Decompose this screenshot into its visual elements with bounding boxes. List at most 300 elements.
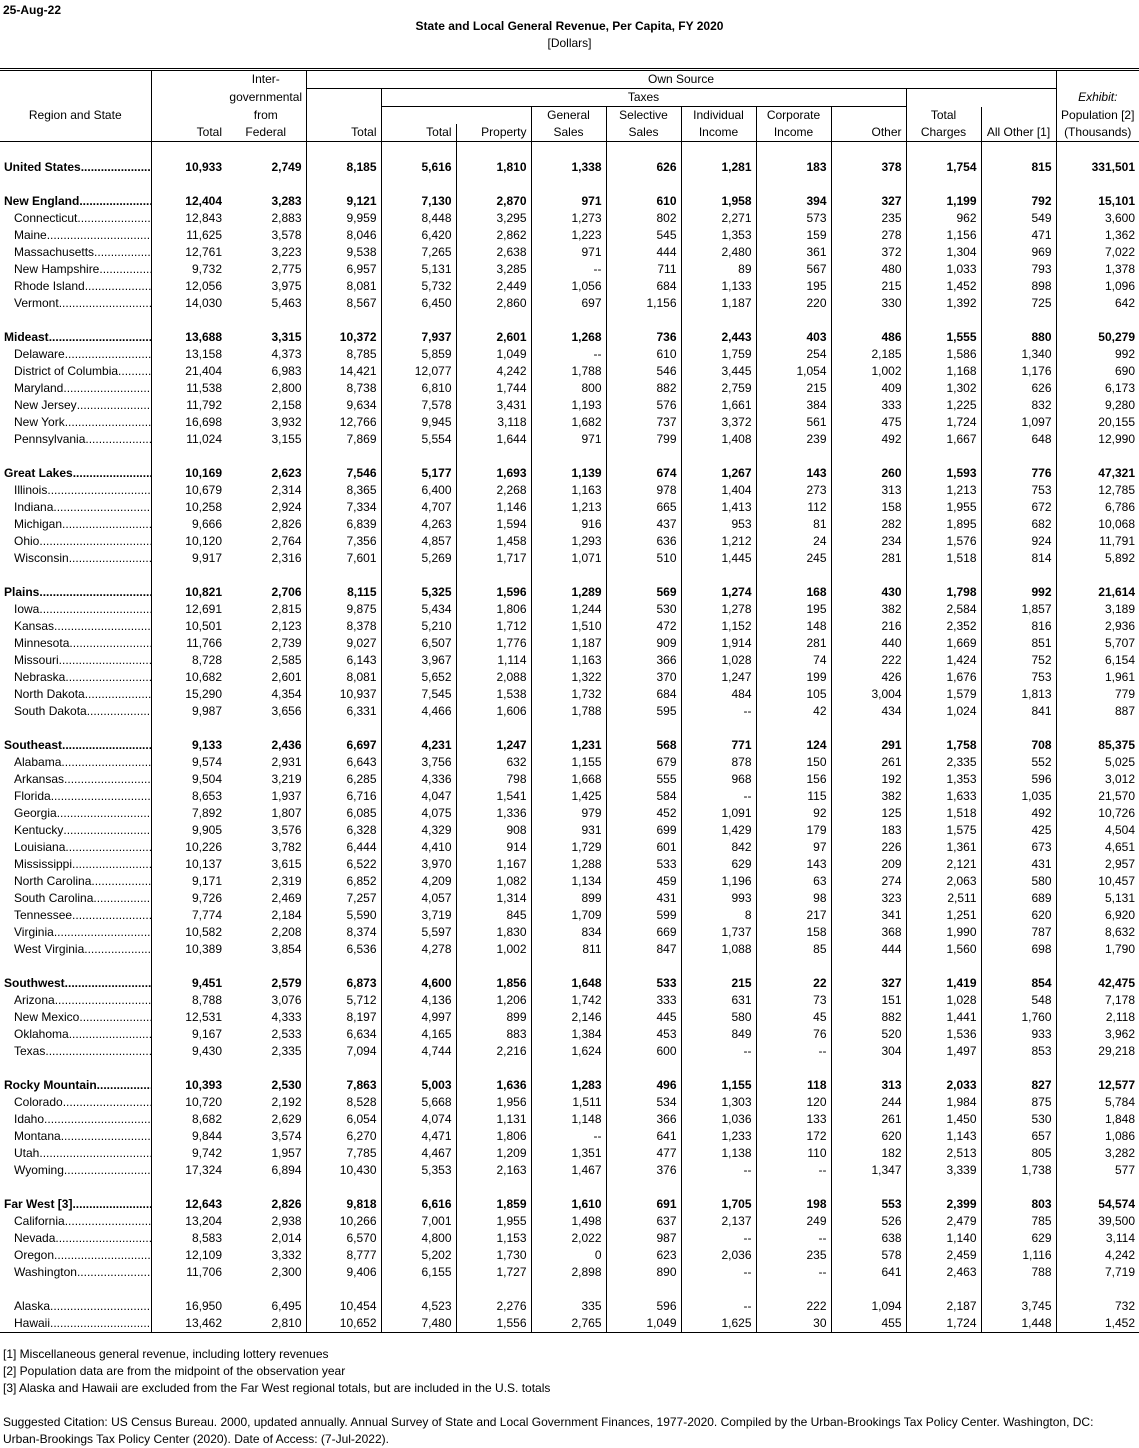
cell-value: 4,504 [1104, 823, 1135, 837]
spacer-row [0, 958, 1139, 975]
cell-value: 8,583 [191, 1231, 222, 1245]
cell-value: 1,163 [531, 652, 606, 669]
cell-value: 3,295 [456, 210, 531, 227]
cell-value: 805 [981, 1145, 1056, 1162]
cell-value: 5,732 [381, 278, 456, 295]
header-intergov-4: Federal [226, 124, 306, 142]
row-label: Wyoming ..... [0, 1162, 151, 1179]
cell-value: 1,225 [906, 397, 981, 414]
cell-value: 4,278 [381, 941, 456, 958]
cell-value: 2,118 [1105, 1010, 1135, 1024]
cell-value: 847 [606, 941, 681, 958]
cell-value: 811 [531, 941, 606, 958]
cell-value: 882 [606, 380, 681, 397]
cell-value: 2,184 [226, 907, 306, 924]
cell-value: 1,957 [226, 1145, 306, 1162]
cell-value: 8,728 [191, 653, 222, 667]
cell-value: 5,003 [381, 1077, 456, 1094]
cell-value: 631 [681, 992, 756, 1009]
cell-value: 1,758 [906, 737, 981, 754]
cell-value: 2,826 [226, 1196, 306, 1213]
cell-value: 6,522 [346, 857, 377, 871]
cell-value: 382 [831, 788, 906, 805]
cell-value: 1,538 [456, 686, 531, 703]
row-label: Michigan ..... [0, 516, 151, 533]
cell-value: 368 [831, 924, 906, 941]
cell-value: 304 [831, 1043, 906, 1060]
cell-value: 971 [531, 431, 606, 448]
cell-value: 4,047 [381, 788, 456, 805]
cell-value: 24 [756, 533, 831, 550]
cell-value: 1,273 [531, 210, 606, 227]
row-label: California ..... [0, 1213, 151, 1230]
cell-value: 9,987 [191, 704, 222, 718]
cell-value: 2,036 [681, 1247, 756, 1264]
cell-value: 9,959 [346, 211, 377, 225]
row-label: Wisconsin ..... [0, 550, 151, 567]
header-all-other: All Other [1] [981, 124, 1056, 142]
cell-value: 933 [981, 1026, 1056, 1043]
row-label: Massachusetts ..... [0, 244, 151, 261]
cell-value: 878 [681, 754, 756, 771]
cell-value: 7,892 [191, 806, 222, 820]
cell-value: 3,219 [226, 771, 306, 788]
cell-value: 1,187 [531, 635, 606, 652]
cell-value: 1,813 [981, 686, 1056, 703]
spacer-row [0, 142, 1139, 160]
cell-value: -- [756, 1043, 831, 1060]
cell-value: 97 [756, 839, 831, 856]
cell-value: 883 [456, 1026, 531, 1043]
cell-value: 11,766 [186, 636, 222, 650]
cell-value: 1,155 [681, 1077, 756, 1094]
cell-value: 6,495 [226, 1298, 306, 1315]
cell-value: 642 [1114, 296, 1135, 310]
cell-value: -- [681, 1264, 756, 1281]
cell-value: 979 [531, 805, 606, 822]
cell-value: 6,154 [1104, 653, 1135, 667]
spacer-row [0, 1281, 1139, 1298]
cell-value: 492 [831, 431, 906, 448]
cell-value: 12,766 [339, 415, 377, 429]
state-row [0, 941, 1139, 958]
cell-value: 366 [606, 652, 681, 669]
cell-value: 1,353 [681, 227, 756, 244]
cell-value: 669 [606, 924, 681, 941]
cell-value: 2,511 [906, 890, 981, 907]
page-subtitle: [Dollars] [547, 36, 592, 50]
cell-value: 510 [606, 550, 681, 567]
cell-value: 11,538 [186, 381, 222, 395]
cell-value: 799 [606, 431, 681, 448]
cell-value: 2,584 [906, 601, 981, 618]
row-label: United States ..... [0, 159, 151, 176]
revenue-table [0, 68, 1139, 1333]
cell-value: 4,209 [381, 873, 456, 890]
cell-value: 10,226 [185, 840, 222, 854]
cell-value: 626 [981, 380, 1056, 397]
cell-value: 2,443 [681, 329, 756, 346]
cell-value: -- [681, 1043, 756, 1060]
state-row [0, 618, 1139, 635]
footnote-2: [2] Population data are from the midpoint of the observation year [3, 1364, 346, 1378]
cell-value: 1,168 [906, 363, 981, 380]
cell-value: 753 [981, 669, 1056, 686]
cell-value: 50,279 [1098, 330, 1135, 344]
cell-value: 5,325 [381, 584, 456, 601]
cell-value: 6,143 [346, 653, 377, 667]
cell-value: 341 [831, 907, 906, 924]
cell-value: 426 [831, 669, 906, 686]
row-label: Idaho ..... [0, 1111, 151, 1128]
cell-value: 533 [606, 975, 681, 992]
cell-value: 3,745 [981, 1298, 1056, 1315]
cell-value: 1,576 [906, 533, 981, 550]
row-label: Rhode Island ..... [0, 278, 151, 295]
cell-value: 8,197 [346, 1010, 377, 1024]
state-row [0, 397, 1139, 414]
cell-value: 4,242 [1104, 1248, 1135, 1262]
cell-value: 1,322 [531, 669, 606, 686]
cell-value: 6,328 [346, 823, 377, 837]
cell-value: 8,448 [381, 210, 456, 227]
cell-value: 1,096 [1104, 279, 1135, 293]
cell-value: 1,049 [606, 1315, 681, 1333]
cell-value: 7,334 [346, 500, 377, 514]
cell-value: 1,134 [531, 873, 606, 890]
cell-value: 199 [756, 669, 831, 686]
cell-value: 5,434 [381, 601, 456, 618]
cell-value: 12,990 [1098, 432, 1135, 446]
cell-value: 623 [606, 1247, 681, 1264]
cell-value: 2,319 [226, 873, 306, 890]
cell-value: 16,698 [185, 415, 222, 429]
cell-value: 1,404 [681, 482, 756, 499]
cell-value: 444 [831, 941, 906, 958]
cell-value: 9,121 [346, 194, 377, 208]
cell-value: 553 [831, 1196, 906, 1213]
row-label: Far West [3] ..... [0, 1196, 151, 1213]
cell-value: 851 [981, 635, 1056, 652]
cell-value: 1,139 [531, 465, 606, 482]
cell-value: 273 [756, 482, 831, 499]
state-row [0, 890, 1139, 907]
cell-value: 968 [681, 771, 756, 788]
cell-value: 42,475 [1098, 976, 1135, 990]
cell-value: 2,479 [906, 1213, 981, 1230]
row-label: Tennessee ..... [0, 907, 151, 924]
cell-value: 1,338 [531, 159, 606, 176]
cell-value: 793 [981, 261, 1056, 278]
cell-value: 282 [831, 516, 906, 533]
cell-value: 854 [981, 975, 1056, 992]
cell-value: 899 [531, 890, 606, 907]
cell-value: 198 [756, 1196, 831, 1213]
cell-value: 849 [681, 1026, 756, 1043]
cell-value: 1,575 [906, 822, 981, 839]
cell-value: 569 [606, 584, 681, 601]
cell-value: 156 [756, 771, 831, 788]
cell-value: 313 [831, 1077, 906, 1094]
cell-value: 2,530 [226, 1077, 306, 1094]
header-other: Other [831, 124, 906, 142]
cell-value: 472 [606, 618, 681, 635]
cell-value: 1,633 [906, 788, 981, 805]
cell-value: -- [531, 1128, 606, 1145]
cell-value: 10,457 [1098, 874, 1135, 888]
row-label: South Carolina ..... [0, 890, 151, 907]
cell-value: 3,114 [1105, 1231, 1135, 1245]
cell-value: 3,332 [226, 1247, 306, 1264]
cell-value: 13,158 [185, 347, 222, 361]
cell-value: 6,285 [346, 772, 377, 786]
cell-value: 4,600 [381, 975, 456, 992]
cell-value: 978 [606, 482, 681, 499]
cell-value: 1,314 [456, 890, 531, 907]
row-label: Rocky Mountain ..... [0, 1077, 151, 1094]
cell-value: 10,682 [185, 670, 222, 684]
cell-value: 1,419 [906, 975, 981, 992]
header-tax-total: Total [381, 124, 456, 142]
cell-value: 1,362 [1104, 228, 1135, 242]
cell-value: 496 [606, 1077, 681, 1094]
cell-value: 6,450 [381, 295, 456, 312]
cell-value: 455 [831, 1315, 906, 1333]
cell-value: 2,629 [226, 1111, 306, 1128]
cell-value: 691 [606, 1196, 681, 1213]
cell-value: 1,859 [456, 1196, 531, 1213]
cell-value: 9,666 [191, 517, 222, 531]
cell-value: 8,046 [346, 228, 377, 242]
header-selective-sales-2: Sales [606, 124, 681, 142]
cell-value: 3,283 [226, 193, 306, 210]
cell-value: 1,304 [906, 244, 981, 261]
cell-value: 899 [456, 1009, 531, 1026]
cell-value: 12,056 [185, 279, 222, 293]
cell-value: 220 [756, 295, 831, 312]
cell-value: 699 [606, 822, 681, 839]
cell-value: 1,450 [906, 1111, 981, 1128]
cell-value: 1,510 [531, 618, 606, 635]
cell-value: 673 [981, 839, 1056, 856]
cell-value: 378 [831, 159, 906, 176]
cell-value: 10,266 [339, 1214, 377, 1228]
cell-value: 431 [606, 890, 681, 907]
cell-value: 1,541 [456, 788, 531, 805]
cell-value: 5,353 [381, 1162, 456, 1179]
cell-value: 1,002 [456, 941, 531, 958]
cell-value: 11,625 [186, 228, 222, 242]
cell-value: 7,774 [191, 908, 222, 922]
cell-value: 1,712 [456, 618, 531, 635]
cell-value: 5,652 [381, 669, 456, 686]
cell-value: 459 [606, 873, 681, 890]
cell-value: 9,634 [346, 398, 377, 412]
cell-value: 21,404 [185, 364, 222, 378]
cell-value: 2,898 [531, 1264, 606, 1281]
cell-value: 6,697 [346, 738, 377, 752]
row-label: Maryland ..... [0, 380, 151, 397]
row-label: District of Columbia ..... [0, 363, 151, 380]
cell-value: 2,931 [226, 754, 306, 771]
cell-value: 2,352 [906, 618, 981, 635]
cell-value: 4,373 [226, 346, 306, 363]
cell-value: 234 [831, 533, 906, 550]
cell-value: 11,024 [186, 432, 222, 446]
region-row [0, 975, 1139, 992]
cell-value: 1,293 [531, 533, 606, 550]
cell-value: 118 [756, 1077, 831, 1094]
row-label: Alabama ..... [0, 754, 151, 771]
cell-value: 2,480 [681, 244, 756, 261]
header-individual-income-2: Income [681, 124, 756, 142]
cell-value: 530 [606, 601, 681, 618]
region-row [0, 1077, 1139, 1094]
row-label: Virginia ..... [0, 924, 151, 941]
cell-value: 2,276 [456, 1298, 531, 1315]
row-label: Connecticut ..... [0, 210, 151, 227]
cell-value: -- [681, 788, 756, 805]
cell-value: 13,462 [151, 1315, 226, 1333]
cell-value: 12,109 [185, 1248, 222, 1262]
cell-value: 629 [981, 1230, 1056, 1247]
cell-value: 1,788 [531, 363, 606, 380]
cell-value: 2,469 [226, 890, 306, 907]
cell-value: 1,392 [906, 295, 981, 312]
cell-value: 1,693 [456, 465, 531, 482]
cell-value: 4,354 [226, 686, 306, 703]
cell-value: 10,937 [339, 687, 377, 701]
cell-value: 8,632 [1104, 925, 1135, 939]
row-label: Hawaii ..... [0, 1315, 151, 1333]
cell-value: 1,247 [681, 669, 756, 686]
state-row [0, 244, 1139, 261]
footnote-1: [1] Miscellaneous general revenue, including lottery revenues [3, 1347, 329, 1361]
cell-value: 969 [981, 244, 1056, 261]
cell-value: 3,967 [381, 652, 456, 669]
header-region-state: Region and State [0, 107, 151, 125]
cell-value: 2,137 [681, 1213, 756, 1230]
cell-value: 580 [981, 873, 1056, 890]
spacer-row [0, 448, 1139, 465]
cell-value: -- [681, 703, 756, 720]
cell-value: 1,281 [681, 159, 756, 176]
cell-value: 143 [756, 856, 831, 873]
cell-value: 11,792 [186, 398, 222, 412]
cell-value: 845 [456, 907, 531, 924]
cell-value: 179 [756, 822, 831, 839]
cell-value: 9,818 [346, 1197, 377, 1211]
cell-value: 2,623 [226, 465, 306, 482]
cell-value: 1,187 [681, 295, 756, 312]
cell-value: 73 [756, 992, 831, 1009]
cell-value: 1,303 [681, 1094, 756, 1111]
cell-value: 10,430 [339, 1163, 377, 1177]
cell-value: 5,463 [226, 295, 306, 312]
cell-value: 8,115 [347, 585, 377, 599]
row-label: Colorado ..... [0, 1094, 151, 1111]
row-label: Ohio ..... [0, 533, 151, 550]
cell-value: 2,706 [226, 584, 306, 601]
cell-value: 3,315 [226, 329, 306, 346]
cell-value: 215 [756, 380, 831, 397]
cell-value: 698 [981, 941, 1056, 958]
state-row [0, 261, 1139, 278]
cell-value: 1,606 [456, 703, 531, 720]
cell-value: 1,990 [906, 924, 981, 941]
cell-value: 534 [606, 1094, 681, 1111]
cell-value: 10,821 [185, 585, 222, 599]
cell-value: 7,094 [346, 1044, 377, 1058]
cell-value: 2,936 [1104, 619, 1135, 633]
cell-value: 4,165 [381, 1026, 456, 1043]
cell-value: 477 [606, 1145, 681, 1162]
cell-value: 1,267 [681, 465, 756, 482]
state-row [0, 1009, 1139, 1026]
cell-value: 708 [981, 737, 1056, 754]
cell-value: 1,091 [681, 805, 756, 822]
cell-value: 600 [606, 1043, 681, 1060]
state-row [0, 533, 1139, 550]
cell-value: 1,408 [681, 431, 756, 448]
cell-value: 1,231 [531, 737, 606, 754]
cell-value: 596 [981, 771, 1056, 788]
cell-value: 85 [756, 941, 831, 958]
cell-value: 1,958 [681, 193, 756, 210]
cell-value: 520 [831, 1026, 906, 1043]
row-label: Southeast ..... [0, 737, 151, 754]
state-row [0, 363, 1139, 380]
cell-value: 1,244 [531, 601, 606, 618]
cell-value: 9,504 [191, 772, 222, 786]
row-label: Oregon ..... [0, 1247, 151, 1264]
cell-value: 1,193 [531, 397, 606, 414]
row-label: Nebraska ..... [0, 669, 151, 686]
cell-value: 445 [606, 1009, 681, 1026]
cell-value: 711 [606, 261, 681, 278]
cell-value: 1,441 [906, 1009, 981, 1026]
cell-value: -- [531, 346, 606, 363]
cell-value: 1,024 [906, 703, 981, 720]
cell-value: 6,839 [346, 517, 377, 531]
cell-value: 249 [756, 1213, 831, 1230]
header-intergov-1: Inter- [226, 70, 306, 89]
cell-value: 492 [981, 805, 1056, 822]
cell-value: 1,429 [681, 822, 756, 839]
cell-value: 4,057 [381, 890, 456, 907]
cell-value: 5,616 [381, 159, 456, 176]
cell-value: 370 [606, 669, 681, 686]
cell-value: 1,028 [681, 652, 756, 669]
cell-value: 674 [606, 465, 681, 482]
cell-value: 6,536 [346, 942, 377, 956]
cell-value: 158 [831, 499, 906, 516]
cell-value: 1,668 [531, 771, 606, 788]
cell-value: 1,302 [906, 380, 981, 397]
cell-value: 8,374 [346, 925, 377, 939]
cell-value: 6,507 [381, 635, 456, 652]
cell-value: 1,086 [1104, 1129, 1135, 1143]
cell-value: 12,577 [1098, 1078, 1135, 1092]
cell-value: 480 [831, 261, 906, 278]
cell-value: 1,586 [906, 346, 981, 363]
cell-value: 2,335 [226, 1043, 306, 1060]
cell-value: 2,601 [456, 329, 531, 346]
cell-value: 971 [531, 193, 606, 210]
cell-value: 42 [756, 703, 831, 720]
cell-value: 4,336 [381, 771, 456, 788]
cell-value: 2,449 [456, 278, 531, 295]
